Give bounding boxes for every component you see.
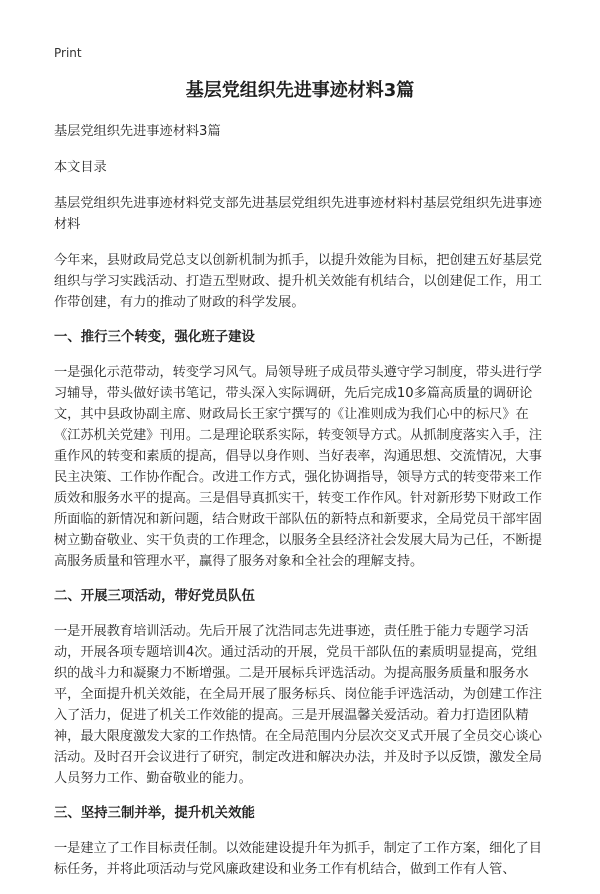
section-heading-3: 三、坚持三制并举，提升机关效能 bbox=[54, 806, 255, 821]
section-body-3: 一是建立了工作目标责任制。以效能建设提升年为抓手，制定了工作方案，细化了目标任务，并将此项活动与党风廉政建设和业务工作有机结合，做到工作有人管、 bbox=[54, 841, 542, 877]
section-body-2: 一是开展教育培训活动。先后开展了沈浩同志先进事迹，责任胜于能力专题学习活动，开展各项专题培训4次。通过活动的开展，党员干部队伍的素质明显提高，党组织的战斗力和凝聚力不断增强。二是开展标兵评选活动。为提高服务质量和服务水平，全面提升机关效能，在全局开展了服务标兵、岗位能手评选活动，为创建工作注入了活力，促进了机关工作效能的提高。三是开展温馨关爱活动。着力打造团队精神，最大限度激发大家的工作热情。在全局范围内分层次交叉式开展了全员交心谈心活动。及时召开会议进行了研究，制定改进和解决办法，并及时予以反馈，激发全局人员努力工作、勤奋敬业的能力。 bbox=[54, 624, 542, 786]
document-body bbox=[54, 121, 550, 894]
section-body-1: 一是强化示范带动，转变学习风气。局领导班子成员带头遵守学习制度，带头进行学习辅导，带头做好读书笔记，带头深入实际调研，先后完成10多篇高质量的调研论文，其中县政协副主席、财政局长王家宁撰写的《让准则成为我们心中的标尺》在《江苏机关党建》刊用。二是理论联系实际，转变领导方式。从抓制度落实入手，注重作风的转变和素质的提高，倡导以身作则、当好表率，沟通思想、交流情况，大事民主决策、工作协作配合。改进工作方式，强化协调指导，领导方式的转变带来工作质效和服务水平的提高。三是倡导真抓实干，转变工作作风。针对新形势下财政工作所面临的新情况和新问题，结合财政干部队伍的新特点和新要求，全局党员干部牢固树立勤奋敬业、实干负责的工作理念，以服务全县经济社会发展大局为己任，不断提高服务质量和管理水平，赢得了服务对象和全社会的理解支持。 bbox=[54, 365, 542, 569]
document-subtitle: 基层党组织先进事迹材料3篇 bbox=[54, 124, 221, 139]
section-heading-2: 二、开展三项活动，带好党员队伍 bbox=[54, 589, 255, 604]
print-link[interactable]: Print bbox=[54, 46, 82, 60]
section-heading-1: 一、推行三个转变，强化班子建设 bbox=[54, 330, 255, 345]
intro-paragraph: 今年来，县财政局党总支以创新机制为抓手，以提升效能为目标，把创建五好基层党组织与学习实践活动、打造五型财政、提升机关效能有机结合，以创建促工作，用工作带创建，有力的推动了财政的科学发展。 bbox=[54, 253, 542, 310]
toc-heading: 本文目录 bbox=[54, 160, 107, 175]
document-title: 基层党组织先进事迹材料3篇 bbox=[185, 80, 415, 101]
toc-text: 基层党组织先进事迹材料党支部先进基层党组织先进事迹材料村基层党组织先进事迹材料 bbox=[54, 196, 542, 232]
